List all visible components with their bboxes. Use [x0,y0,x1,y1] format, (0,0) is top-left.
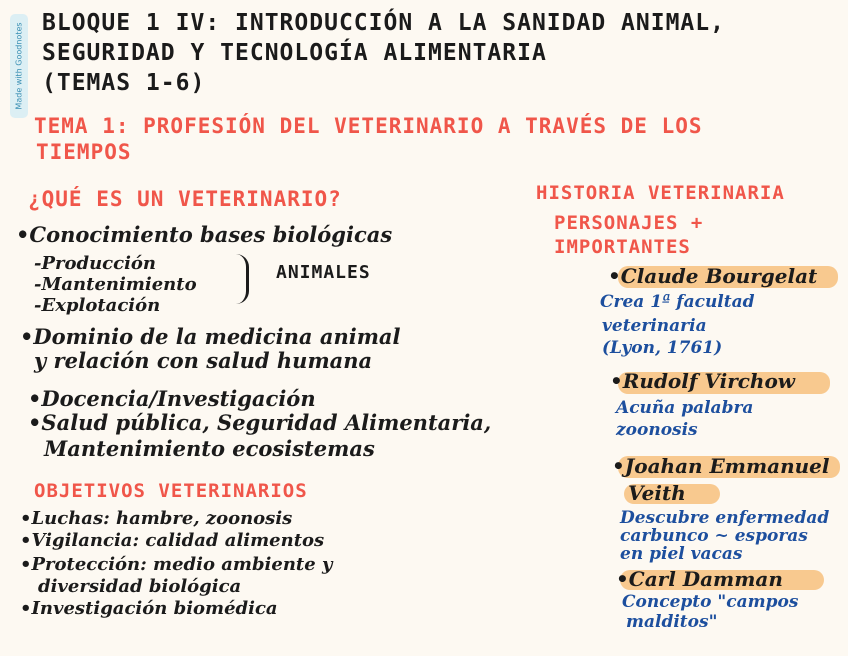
que-es-sub-2: -Mantenimiento [34,274,197,295]
que-es-item-2a: •Dominio de la medicina animal [20,324,401,349]
person-virchow-name: •Rudolf Virchow [610,369,796,393]
objetivos-item-3b: diversidad biológica [38,576,242,597]
historia-heading: HISTORIA VETERINARIA [536,182,785,204]
title-line-3: (TEMAS 1-6) [42,70,206,96]
person-virchow-desc-1: Acuña palabra [616,398,754,418]
que-es-sub-1: -Producción [34,253,157,274]
objetivos-item-2: •Vigilancia: calidad alimentos [20,530,325,551]
person-veith-name-2: Veith [628,481,686,505]
title-line-1: BLOQUE 1 IV: INTRODUCCIÓN A LA SANIDAD ANIMAL, [42,10,725,36]
goodnotes-badge-text: Made with Goodnotes [14,22,24,110]
person-veith-name-1: •Joahan Emmanuel [612,454,830,478]
person-bourgelat-desc-2: veterinaria [602,316,707,336]
tema-heading-line-1: TEMA 1: PROFESIÓN DEL VETERINARIO A TRAVÉS DE LOS [34,114,703,138]
que-es-item-2b: y relación con salud humana [34,348,373,373]
person-veith-desc-1: Descubre enfermedad [620,508,830,528]
person-damman-desc-2: malditos" [626,612,718,632]
brace [236,254,249,304]
person-bourgelat-name: •Claude Bourgelat [608,264,818,288]
que-es-heading: ¿QUÉ ES UN VETERINARIO? [28,187,342,211]
animales-label: ANIMALES [276,262,371,283]
person-damman-desc-1: Concepto "campos [622,592,799,612]
tema-heading-line-2: TIEMPOS [36,140,132,164]
que-es-sub-3: -Explotación [34,295,161,316]
title-line-2: SEGURIDAD Y TECNOLOGÍA ALIMENTARIA [42,40,547,66]
que-es-item-4b: Mantenimiento ecosistemas [44,436,375,461]
person-veith-desc-3: en piel vacas [620,544,743,564]
que-es-item-1: •Conocimiento bases biológicas [16,222,393,247]
person-veith-desc-2: carbunco ~ esporas [620,526,808,546]
person-bourgelat-desc-1: Crea 1ª facultad [600,292,755,312]
person-virchow-desc-2: zoonosis [616,420,698,440]
person-bourgelat-desc-3: (Lyon, 1761) [602,338,723,358]
objetivos-heading: OBJETIVOS VETERINARIOS [34,480,308,502]
objetivos-item-3a: •Protección: medio ambiente y [20,554,333,575]
person-damman-name: •Carl Damman [616,567,783,591]
historia-sub-1: PERSONAJES + [554,212,704,234]
objetivos-item-1: •Luchas: hambre, zoonosis [20,508,293,529]
que-es-item-3: •Docencia/Investigación [28,386,316,411]
historia-sub-2: IMPORTANTES [554,236,691,258]
que-es-item-4a: •Salud pública, Seguridad Alimentaria, [28,410,492,435]
objetivos-item-4: •Investigación biomédica [20,598,278,619]
goodnotes-badge [10,14,28,118]
